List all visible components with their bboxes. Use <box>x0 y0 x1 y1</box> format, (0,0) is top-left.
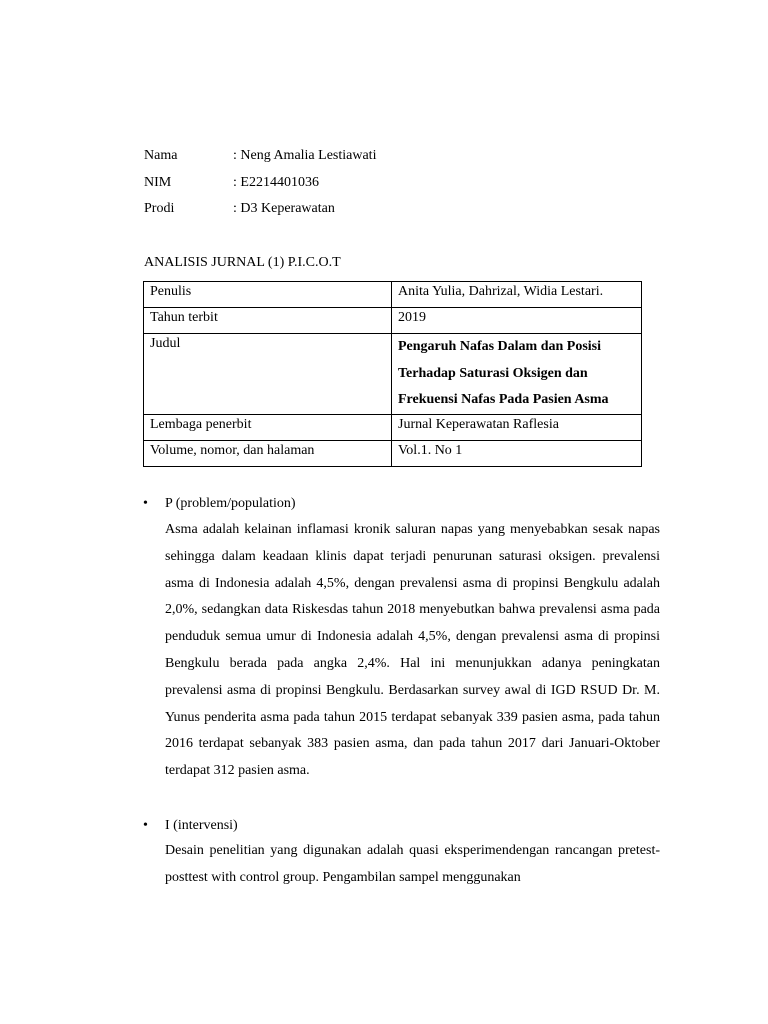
table-row <box>144 282 642 308</box>
bullet-icon: • <box>143 818 148 833</box>
bullet-paragraph-intervensi: Desain penelitian yang digunakan adalah quasi eksperimendengan rancangan pretest-posttest with control group. Pengambilan sampel menggunakan <box>165 843 660 885</box>
table-cell-label: Lembaga penerbit <box>144 414 392 440</box>
table-row <box>144 334 642 415</box>
table-cell-label: Tahun terbit <box>144 308 392 334</box>
info-label: Nama <box>144 148 178 163</box>
table-cell-label: Penulis <box>144 282 392 308</box>
info-label: Prodi <box>144 201 175 216</box>
table-row <box>144 414 642 440</box>
table-cell-label: Volume, nomor, dan halaman <box>144 440 392 466</box>
bullet-paragraph-problem: Asma adalah kelainan inflamasi kronik saluran napas yang menyebabkan sesak napas sehingga dalam keadaan klinis dapat terjadi penurunan saturasi oksigen. prevalensi asma di Indonesia adalah 4,5%, dengan prevalensi asma di propinsi Bengkulu adalah 2,0%, sedangkan data Riskesdas tahun 2018 menyebutkan bahwa prevalensi asma pada penduduk semua umur di Indonesia adalah 4,5%, dengan prevalensi asma di propinsi Bengkulu berada pada angka 2,4%. Hal ini menunjukkan adanya peningkatan prevalensi asma di propinsi Bengkulu. Berdasarkan survey awal di IGD RSUD Dr. M. Yunus penderita asma pada tahun 2015 terdapat sebanyak 339 pasien asma, pada tahun 2016 terdapat sebanyak 383 pasien asma, dan pada tahun 2017 dari Januari-Oktober terdapat 312 pasien asma. <box>165 522 660 779</box>
table-cell-value: 2019 <box>392 308 642 334</box>
table-row <box>144 308 642 334</box>
bullet-label: P (problem/population) <box>165 496 296 511</box>
table-cell-value: Vol.1. No 1 <box>392 440 642 466</box>
section-title: ANALISIS JURNAL (1) P.I.C.O.T <box>144 255 341 270</box>
table-cell-value: Jurnal Keperawatan Raflesia <box>392 414 642 440</box>
info-value: : D3 Keperawatan <box>233 201 335 216</box>
bullet-label: I (intervensi) <box>165 818 238 833</box>
info-label: NIM <box>144 175 172 190</box>
bullet-icon: • <box>143 496 148 511</box>
info-value: : Neng Amalia Lestiawati <box>233 148 377 163</box>
table-cell-label: Judul <box>144 334 392 415</box>
reference-table <box>143 281 642 467</box>
info-value: : E2214401036 <box>233 175 319 190</box>
table-row <box>144 440 642 466</box>
table-cell-value: Anita Yulia, Dahrizal, Widia Lestari. <box>392 282 642 308</box>
table-cell-title: Pengaruh Nafas Dalam dan Posisi Terhadap Saturasi Oksigen dan Frekuensi Nafas Pada Pasien Asma <box>392 334 642 415</box>
